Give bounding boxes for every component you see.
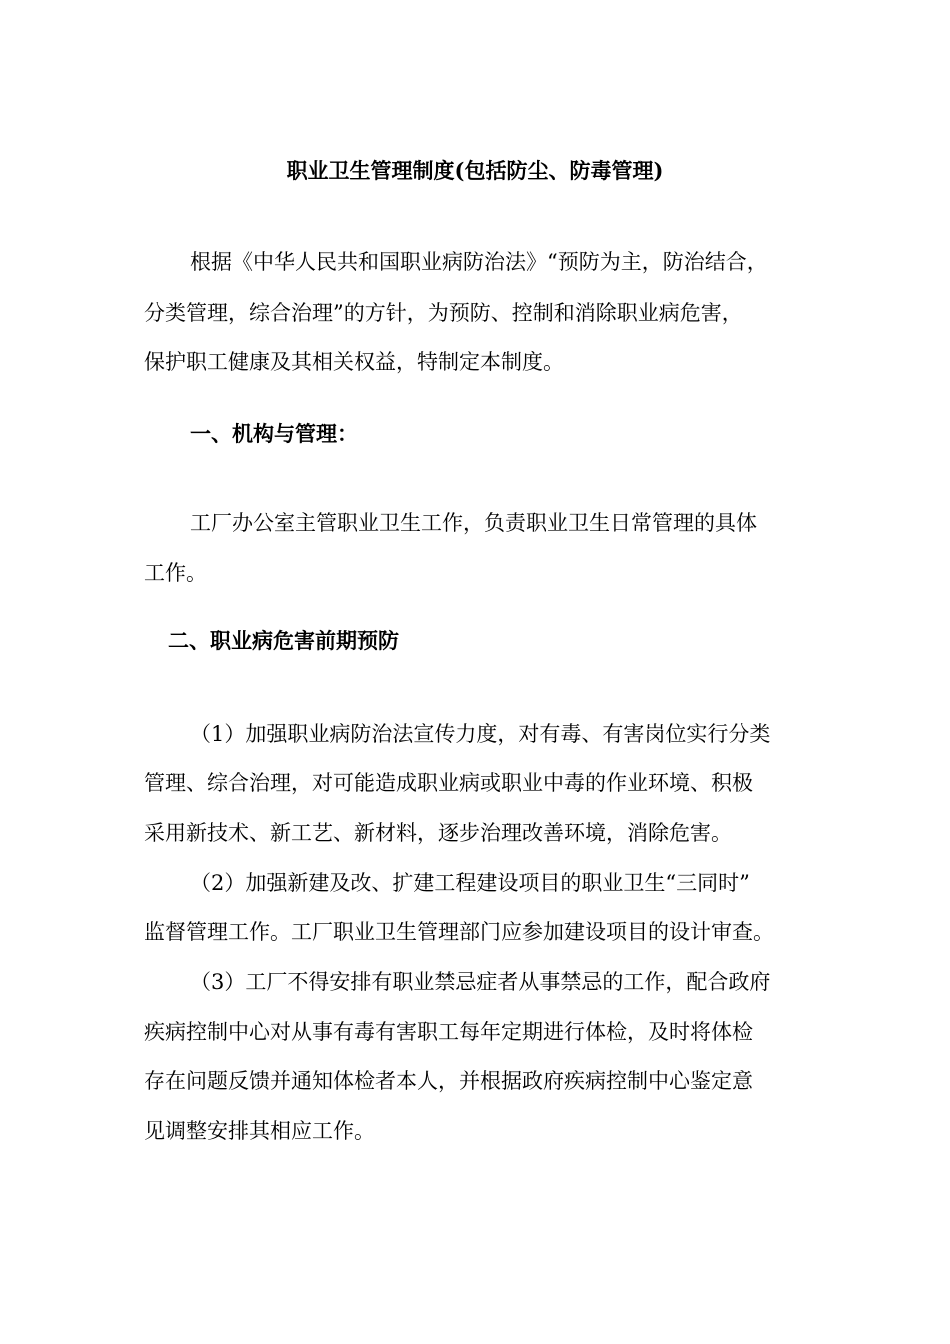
intro-line-1: 根据《中华人民共和国职业病防治法》“预防为主，防治结合， <box>190 250 768 274</box>
item-2-line-2: 监督管理工作。工厂职业卫生管理部门应参加建设项目的设计审查。 <box>144 920 774 944</box>
item-1-line-2: 管理、综合治理，对可能造成职业病或职业中毒的作业环境、积极 <box>144 771 753 795</box>
item-3-line-4: 见调整安排其相应工作。 <box>144 1119 375 1143</box>
item-3-line-2: 疾病控制中心对从事有毒有害职工每年定期进行体检，及时将体检 <box>144 1020 753 1044</box>
item-1-line-3: 采用新技术、新工艺、新材料，逐步治理改善环境，消除危害。 <box>144 821 732 845</box>
document-title: 职业卫生管理制度(包括防尘、防毒管理) <box>286 158 664 183</box>
item-1-line-1: （1）加强职业病防治法宣传力度，对有毒、有害岗位实行分类 <box>190 722 771 746</box>
section-1-line-2: 工作。 <box>144 561 207 585</box>
item-3-line-1: （3）工厂不得安排有职业禁忌症者从事禁忌的工作，配合政府 <box>190 970 771 994</box>
section-1-line-1: 工厂办公室主管职业卫生工作，负责职业卫生日常管理的具体 <box>190 511 757 535</box>
item-2-line-1: （2）加强新建及改、扩建工程建设项目的职业卫生“三同时” <box>190 871 750 895</box>
section-2-heading: 二、职业病危害前期预防 <box>168 628 399 653</box>
section-1-heading: 一、机构与管理： <box>190 421 358 446</box>
intro-line-3: 保护职工健康及其相关权益，特制定本制度。 <box>144 350 564 374</box>
intro-line-2: 分类管理，综合治理”的方针，为预防、控制和消除职业病危害， <box>144 301 743 325</box>
item-3-line-3: 存在问题反馈并通知体检者本人，并根据政府疾病控制中心鉴定意 <box>144 1069 753 1093</box>
